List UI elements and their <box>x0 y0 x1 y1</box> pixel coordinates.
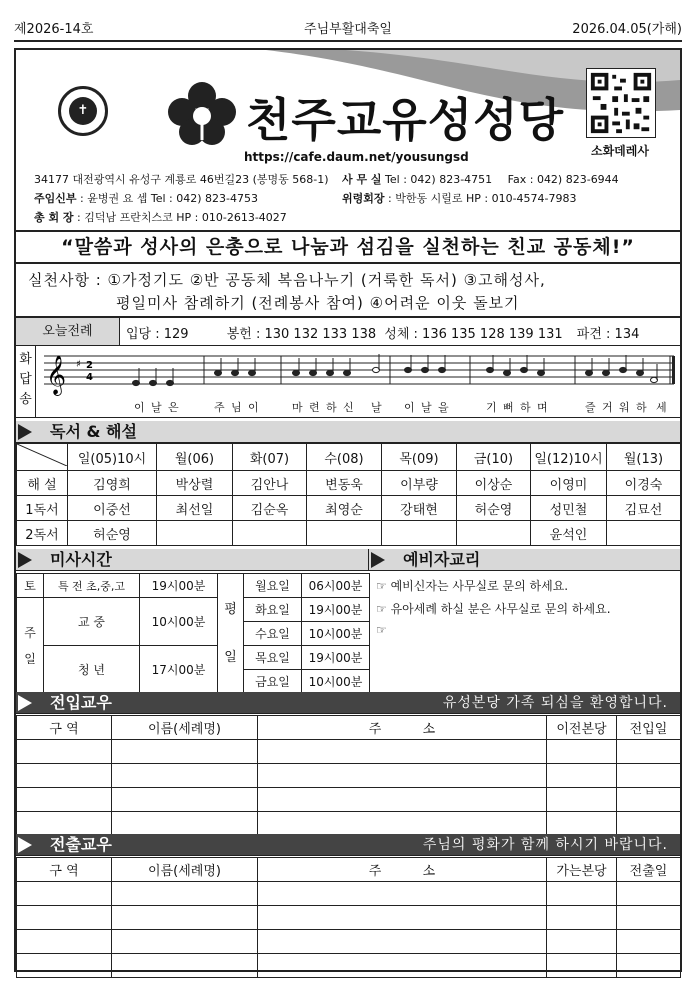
lyric-syllable: 하 <box>636 401 647 414</box>
readings-table <box>16 443 681 546</box>
table-row <box>17 882 681 906</box>
incoming-title: 전입교우 <box>50 693 112 712</box>
bulletin-sheet <box>14 48 682 972</box>
saturday-label: 토 <box>17 574 44 598</box>
mass-name: 청 년 <box>44 646 140 694</box>
reader-cell: 이부량 <box>382 471 457 496</box>
column-header: 전출일 <box>617 858 681 882</box>
mass-time: 10시00분 <box>140 598 218 646</box>
table-row <box>17 496 681 521</box>
lyric-syllable: 련 <box>309 401 320 414</box>
weekday-time: 19시00분 <box>302 598 370 622</box>
issue-number: 제2026-14호 <box>14 22 94 37</box>
catechumen-section-header <box>369 549 680 571</box>
weekday-label: 평일 <box>218 574 244 694</box>
president-label: 총 회 장 <box>34 211 74 224</box>
incoming-header-row <box>17 716 681 740</box>
readings-column-header: 화(07) <box>233 444 307 471</box>
table-row <box>17 598 370 622</box>
cafe-url-link[interactable]: https://cafe.daum.net/yousungsd <box>244 150 469 164</box>
weekday-time: 19시00분 <box>302 646 370 670</box>
readings-section-header <box>16 421 680 443</box>
lyric-syllable: 이 <box>134 401 145 414</box>
lyric-syllable: 워 <box>619 401 630 414</box>
liturgy-label: 오늘전례 <box>16 318 120 345</box>
reader-cell: 허순영 <box>68 521 157 546</box>
lyric-syllable: 주 <box>214 401 225 414</box>
svg-text:𝄞: 𝄞 <box>46 355 67 395</box>
reader-cell: 최영순 <box>307 496 382 521</box>
row-label: 2독서 <box>17 521 68 546</box>
lyric-syllable: 하 <box>326 401 337 414</box>
reader-cell <box>233 521 307 546</box>
address-row <box>34 171 329 187</box>
qr-code-icon <box>586 68 656 138</box>
reader-cell: 최선일 <box>157 496 233 521</box>
reader-cell: 박상렬 <box>157 471 233 496</box>
row-label: 1독서 <box>17 496 68 521</box>
mass-time: 17시00분 <box>140 646 218 694</box>
table-row <box>17 812 681 836</box>
section-arrow-icon <box>18 552 32 568</box>
row-label: 해 설 <box>17 471 68 496</box>
lyric-syllable: 이 <box>248 401 259 414</box>
mass-times-table <box>16 573 370 694</box>
reader-cell: 강태현 <box>382 496 457 521</box>
lyric-syllable: 이 <box>404 401 415 414</box>
pastor-label: 주임신부 <box>34 192 77 205</box>
mass-title: 미사시간 <box>50 550 112 569</box>
column-header: 이름(세례명) <box>112 858 258 882</box>
reader-cell: 이상순 <box>457 471 531 496</box>
svg-text:♯: ♯ <box>76 359 81 370</box>
table-row <box>17 740 681 764</box>
mass-name: 교 중 <box>44 598 140 646</box>
outgoing-header-row <box>17 858 681 882</box>
mass-time: 19시00분 <box>140 574 218 598</box>
reader-cell <box>457 521 531 546</box>
readings-corner-cell <box>17 444 68 471</box>
responsorial-psalm <box>16 346 680 418</box>
readings-column-header: 목(09) <box>382 444 457 471</box>
readings-column-header: 월(06) <box>157 444 233 471</box>
outgoing-title: 전출교우 <box>50 835 112 854</box>
reader-cell: 김순옥 <box>233 496 307 521</box>
office-fax: Fax : 042) 823-6944 <box>507 173 619 186</box>
reader-cell: 성민철 <box>531 496 607 521</box>
readings-header-row <box>17 444 681 471</box>
psalm-score-icon <box>38 346 680 400</box>
entrance-hymn: 입당 : 129 <box>126 327 189 342</box>
reader-cell <box>157 521 233 546</box>
weekday-name: 목요일 <box>244 646 302 670</box>
lyric-syllable: 날 <box>371 401 382 414</box>
pastor-info: : 윤병권 요 셉 Tel : 042) 823-4753 <box>80 192 258 205</box>
offertory-hymns: 봉헌 : 130 132 133 138 <box>226 327 377 342</box>
parish-motto: “말씀과 성사의 은총으로 나눔과 섬김을 실천하는 친교 공동체!” <box>16 230 680 264</box>
table-row <box>17 646 370 670</box>
reader-cell: 윤석인 <box>531 521 607 546</box>
reader-cell: 김안나 <box>233 471 307 496</box>
table-row <box>17 788 681 812</box>
lyric-syllable: 님 <box>231 401 242 414</box>
sunday-label: 주일 <box>17 598 44 694</box>
catechumen-notes <box>369 573 680 692</box>
outgoing-section-header <box>16 834 680 856</box>
district-name: 소화데레사 <box>591 144 649 158</box>
feast-name: 주님부활대축일 <box>304 22 392 37</box>
president-row <box>34 209 287 225</box>
weekday-name: 금요일 <box>244 670 302 694</box>
readings-column-header: 일(12)10시 <box>531 444 607 471</box>
weekday-time: 06시00분 <box>302 574 370 598</box>
column-header: 구 역 <box>17 858 112 882</box>
incoming-note: 유성본당 가족 되심을 환영합니다. <box>442 695 668 711</box>
weekday-name: 월요일 <box>244 574 302 598</box>
reader-cell: 이중선 <box>68 496 157 521</box>
weekday-name: 화요일 <box>244 598 302 622</box>
psalm-label: 화답송 <box>16 346 36 417</box>
lyric-syllable: 며 <box>537 401 548 414</box>
lyric-syllable: 신 <box>343 401 354 414</box>
weekday-time: 10시00분 <box>302 622 370 646</box>
corner-diagonal-icon <box>17 444 67 466</box>
top-rule <box>14 40 682 42</box>
seal-cross-icon: ✝ <box>69 97 97 125</box>
readings-column-header: 수(08) <box>307 444 382 471</box>
table-row <box>17 906 681 930</box>
table-row <box>17 954 681 978</box>
practice-items <box>16 264 680 318</box>
readings-title: 독서 & 해설 <box>50 422 137 441</box>
council-label: 위령회장 <box>342 192 385 205</box>
column-header: 주 소 <box>258 858 547 882</box>
column-header: 구 역 <box>17 716 112 740</box>
address-text: 34177 대전광역시 유성구 계룡로 46번길23 (봉명동 568-1) <box>34 173 329 186</box>
table-row <box>17 574 370 598</box>
section-arrow-icon <box>18 695 32 711</box>
catechumen-note: ☞ 유아세례 하실 분은 사무실로 문의 하세요. <box>376 602 611 616</box>
reader-cell <box>307 521 382 546</box>
council-row <box>342 190 577 206</box>
outgoing-members-table <box>16 857 681 978</box>
lyric-syllable: 마 <box>292 401 303 414</box>
reader-cell: 변동욱 <box>307 471 382 496</box>
lyric-syllable: 세 <box>656 401 667 414</box>
reader-cell <box>607 521 681 546</box>
church-name: 천주교유성성당 <box>246 93 565 147</box>
council-info: : 박한동 시릴로 HP : 010-4574-7983 <box>388 192 577 205</box>
svg-text:2: 2 <box>86 360 93 371</box>
dismissal-hymn: 파견 : 134 <box>576 327 640 342</box>
section-arrow-icon <box>18 424 32 440</box>
reader-cell: 허순영 <box>457 496 531 521</box>
diocese-seal-icon <box>58 86 108 136</box>
bulletin-header <box>16 50 680 168</box>
lyric-syllable: 하 <box>520 401 531 414</box>
flower-emblem-icon <box>166 80 238 148</box>
outgoing-note: 주님의 평화가 함께 하시기 바랍니다. <box>422 837 668 853</box>
issue-date: 2026.04.05(가해) <box>572 22 682 37</box>
column-header: 가는본당 <box>547 858 617 882</box>
office-row <box>342 171 619 187</box>
table-row <box>17 764 681 788</box>
practice-line-2: 평일미사 참례하기 (전례봉사 참여) ④어려운 이웃 돌보기 <box>116 294 520 312</box>
practice-line-1: 실천사항 : ①가정기도 ②반 공동체 복음나누기 (거룩한 독서) ③고해성사, <box>28 271 546 289</box>
table-row <box>17 471 681 496</box>
column-header: 전입일 <box>617 716 681 740</box>
section-arrow-icon <box>18 837 32 853</box>
readings-column-header: 금(10) <box>457 444 531 471</box>
lyric-syllable: 날 <box>421 401 432 414</box>
lyric-syllable: 뻐 <box>503 401 514 414</box>
lyric-syllable: 날 <box>151 401 162 414</box>
column-header: 이전본당 <box>547 716 617 740</box>
office-label: 사 무 실 <box>342 173 382 186</box>
incoming-members-table <box>16 715 681 836</box>
table-row <box>17 930 681 954</box>
incoming-section-header <box>16 692 680 714</box>
president-info: : 김덕남 프란치스코 HP : 010-2613-4027 <box>77 211 287 224</box>
mass-section-header <box>16 549 369 571</box>
catechumen-note: ☞ 예비신자는 사무실로 문의 하세요. <box>376 579 569 593</box>
church-contact-info <box>16 168 680 228</box>
bulletin-topline <box>14 18 682 38</box>
mass-name: 특 전 초,중,고 <box>44 574 140 598</box>
readings-column-header: 월(13) <box>607 444 681 471</box>
lyric-syllable: 거 <box>602 401 613 414</box>
lyric-syllable: 즐 <box>585 401 596 414</box>
reader-cell: 김영희 <box>68 471 157 496</box>
reader-cell: 이영미 <box>531 471 607 496</box>
office-tel: Tel : 042) 823-4751 <box>385 173 493 186</box>
lyric-syllable: 을 <box>438 401 449 414</box>
reader-cell <box>382 521 457 546</box>
column-header: 이름(세례명) <box>112 716 258 740</box>
reader-cell: 김묘선 <box>607 496 681 521</box>
column-header: 주 소 <box>258 716 547 740</box>
communion-hymns: 성체 : 136 135 128 139 131 <box>384 327 563 342</box>
weekday-time: 10시00분 <box>302 670 370 694</box>
section-arrow-icon <box>371 552 385 568</box>
table-row <box>17 521 681 546</box>
catechumen-title: 예비자교리 <box>403 550 481 569</box>
weekday-name: 수요일 <box>244 622 302 646</box>
readings-column-header: 일(05)10시 <box>68 444 157 471</box>
todays-liturgy <box>16 318 680 346</box>
pastor-row <box>34 190 258 206</box>
lyric-syllable: 기 <box>486 401 497 414</box>
reader-cell: 이경숙 <box>607 471 681 496</box>
catechumen-note: ☞ <box>376 623 387 637</box>
svg-text:4: 4 <box>86 372 93 383</box>
liturgy-hymns <box>126 323 639 342</box>
lyric-syllable: 은 <box>168 401 179 414</box>
